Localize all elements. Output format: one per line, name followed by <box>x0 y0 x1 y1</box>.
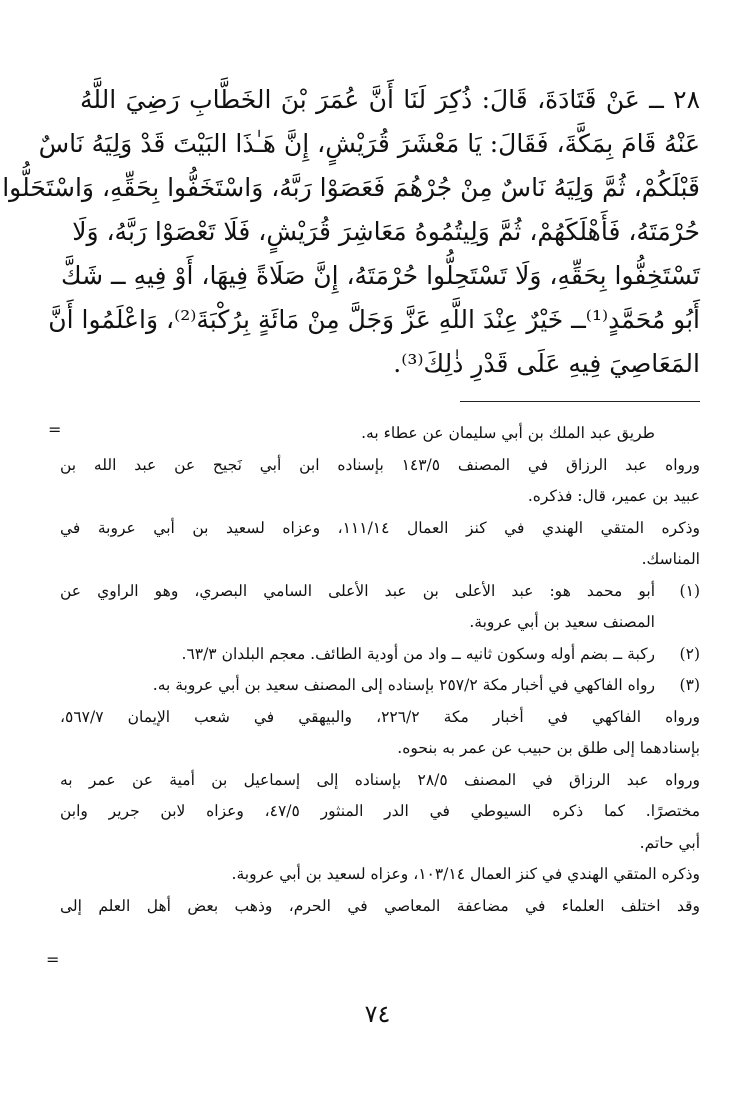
hadith-line: أَبُو مُحَمَّدٍ⁽¹⁾ــ خَيْرٌ عِنْدَ اللَّهِ عَزَّ وَجَلَّ مِنْ مَائَةٍ بِرُكْبَةَ⁽²⁾، وَاعْلَمُوا أَنَّ <box>48 305 700 334</box>
footnote-separator <box>460 401 700 402</box>
hadith-line: قَبْلَكُمْ، ثُمَّ وَلِيَهُ نَاسٌ مِنْ جُرْهُمَ فَعَصَوْا رَبَّهُ، وَاسْتَخَفُّوا بِحَقِّهِ، وَاسْتَحَلُّوا <box>2 173 700 202</box>
footnote-continued <box>60 418 700 450</box>
continuation-mark: = <box>48 420 62 439</box>
footnote-number: (١) <box>679 581 700 600</box>
hadith-line: تَسْتَخِفُّوا بِحَقِّهِ، وَلَا تَسْتَحِلُّوا حُرْمَتَهُ، إِنَّ صَلَاةً فِيهَا، أَوْ فِيهِ ــ شَكَّ <box>61 261 700 290</box>
footnote-line: وذكره المتقي الهندي في كنز العمال ١١١/١٤، وعزاه لسعيد بن أبي عروبة في <box>60 518 700 537</box>
footnote-2 <box>60 639 700 671</box>
hadith-line: ٢٨ ــ عَنْ قَتَادَةَ، قَالَ: ذُكِرَ لَنَا أَنَّ عُمَرَ بْنَ الخَطَّابِ رَضِيَ اللَّهُ <box>80 85 700 114</box>
footnote-line: وقد اختلف العلماء في مضاعفة المعاصي في الحرم، وذهب بعض أهل العلم إلى <box>60 896 700 915</box>
footnote-line: ورواه عبد الرزاق في المصنف ١٤٣/٥ بإسناده ابن أبي نَجيح عن عبد الله بن <box>60 455 700 474</box>
footnote-line: المناسك. <box>641 550 700 568</box>
footnote-line: وذكره المتقي الهندي في كنز العمال ١٠٣/١٤، وعزاه لسعيد بن أبي عروبة. <box>231 865 700 883</box>
footnote-line: طريق عبد الملك بن أبي سليمان عن عطاء به. <box>361 424 655 442</box>
footnote-line: رواه الفاكهي في أخبار مكة ٢٥٧/٢ بإسناده إلى المصنف سعيد بن أبي عروبة به. <box>152 676 655 694</box>
footnote-line: عبيد بن عمير، قال: فذكره. <box>527 487 700 505</box>
footnote-3 <box>60 670 700 702</box>
hadith-line: حُرْمَتَهُ، فَأَهْلَكَهُمْ، ثُمَّ وَلِيتُمُوهُ مَعَاشِرَ قُرَيْشٍ، فَلَا تَعْصَوْا رَبَّهُ، وَلَا <box>72 217 700 246</box>
hadith-line: عَنْهُ قَامَ بِمَكَّةَ، فَقَالَ: يَا مَعْشَرَ قُرَيْشٍ، إِنَّ هَـٰذَا البَيْتَ قَدْ وَلِيَهُ نَاسٌ <box>38 129 700 158</box>
hadith-text <box>2 78 700 386</box>
hadith-line: المَعَاصِيَ فِيهِ عَلَى قَدْرِ ذٰلِكَ⁽³⁾. <box>393 349 700 378</box>
footnote-line: أبو محمد هو: عبد الأعلى بن عبد الأعلى السامي البصري، وهو الراوي عن <box>60 581 655 600</box>
footnote-line: ورواه الفاكهي في أخبار مكة ٢٢٦/٢، والبيهقي في شعب الإيمان ٥٦٧/٧، <box>60 707 701 726</box>
footnote-line: ركبة ــ بضم أوله وسكون ثانيه ــ واد من أودية الطائف. معجم البلدان ٦٣/٣. <box>181 644 655 663</box>
footnote-line: مختصرًا. كما ذكره السيوطي في الدر المنثور ٤٧/٥، وعزاه لابن جرير وابن <box>60 802 700 820</box>
footnote-line: أبي حاتم. <box>639 833 700 852</box>
footnote-line: ورواه عبد الرزاق في المصنف ٢٨/٥ بإسناده إلى إسماعيل بن أمية عن عمر به <box>60 770 700 789</box>
footnote-line: المصنف سعيد بن أبي عروبة. <box>469 613 655 631</box>
footnote-1 <box>60 576 700 639</box>
continuation-end-mark: = <box>46 950 60 969</box>
footnote-number: (٣) <box>679 676 700 694</box>
page-number: ٧٤ <box>364 1000 391 1028</box>
footnotes <box>60 418 700 922</box>
footnote-number: (٢) <box>679 644 700 663</box>
footnote-line: بإسنادهما إلى طلق بن حبيب عن عمر به بنحوه. <box>397 739 700 757</box>
